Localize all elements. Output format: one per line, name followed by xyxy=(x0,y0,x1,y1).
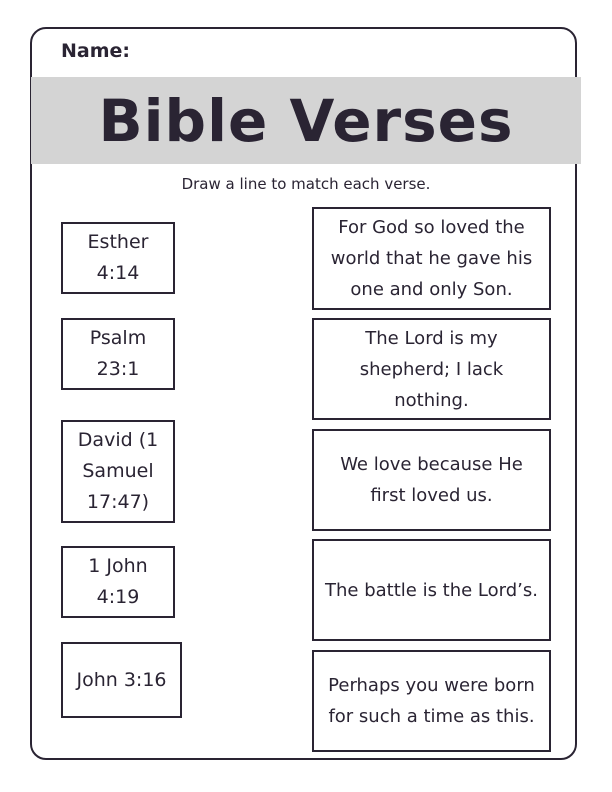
page-title: Bible Verses xyxy=(98,86,514,155)
verse-box-1-john-4-19: We love because He first loved us. xyxy=(312,429,551,531)
title-band xyxy=(31,77,581,164)
reference-box-samuel: David (1 Samuel 17:47) xyxy=(61,420,175,523)
reference-box-john: John 3:16 xyxy=(61,642,182,718)
verse-box-esther-4-14: Perhaps you were born for such a time as this. xyxy=(312,650,551,752)
verse-box-psalm-23-1: The Lord is my shepherd; I lack nothing. xyxy=(312,318,551,420)
name-label: Name: xyxy=(61,40,131,62)
instruction-text: Draw a line to match each verse. xyxy=(181,175,431,193)
verse-box-1-samuel-17-47: The battle is the Lord’s. xyxy=(312,539,551,641)
reference-box-esther: Esther 4:14 xyxy=(61,222,175,294)
reference-box-1-john: 1 John 4:19 xyxy=(61,546,175,618)
verse-box-john-3-16: For God so loved the world that he gave his one and only Son. xyxy=(312,207,551,310)
reference-box-psalm: Psalm 23:1 xyxy=(61,318,175,390)
